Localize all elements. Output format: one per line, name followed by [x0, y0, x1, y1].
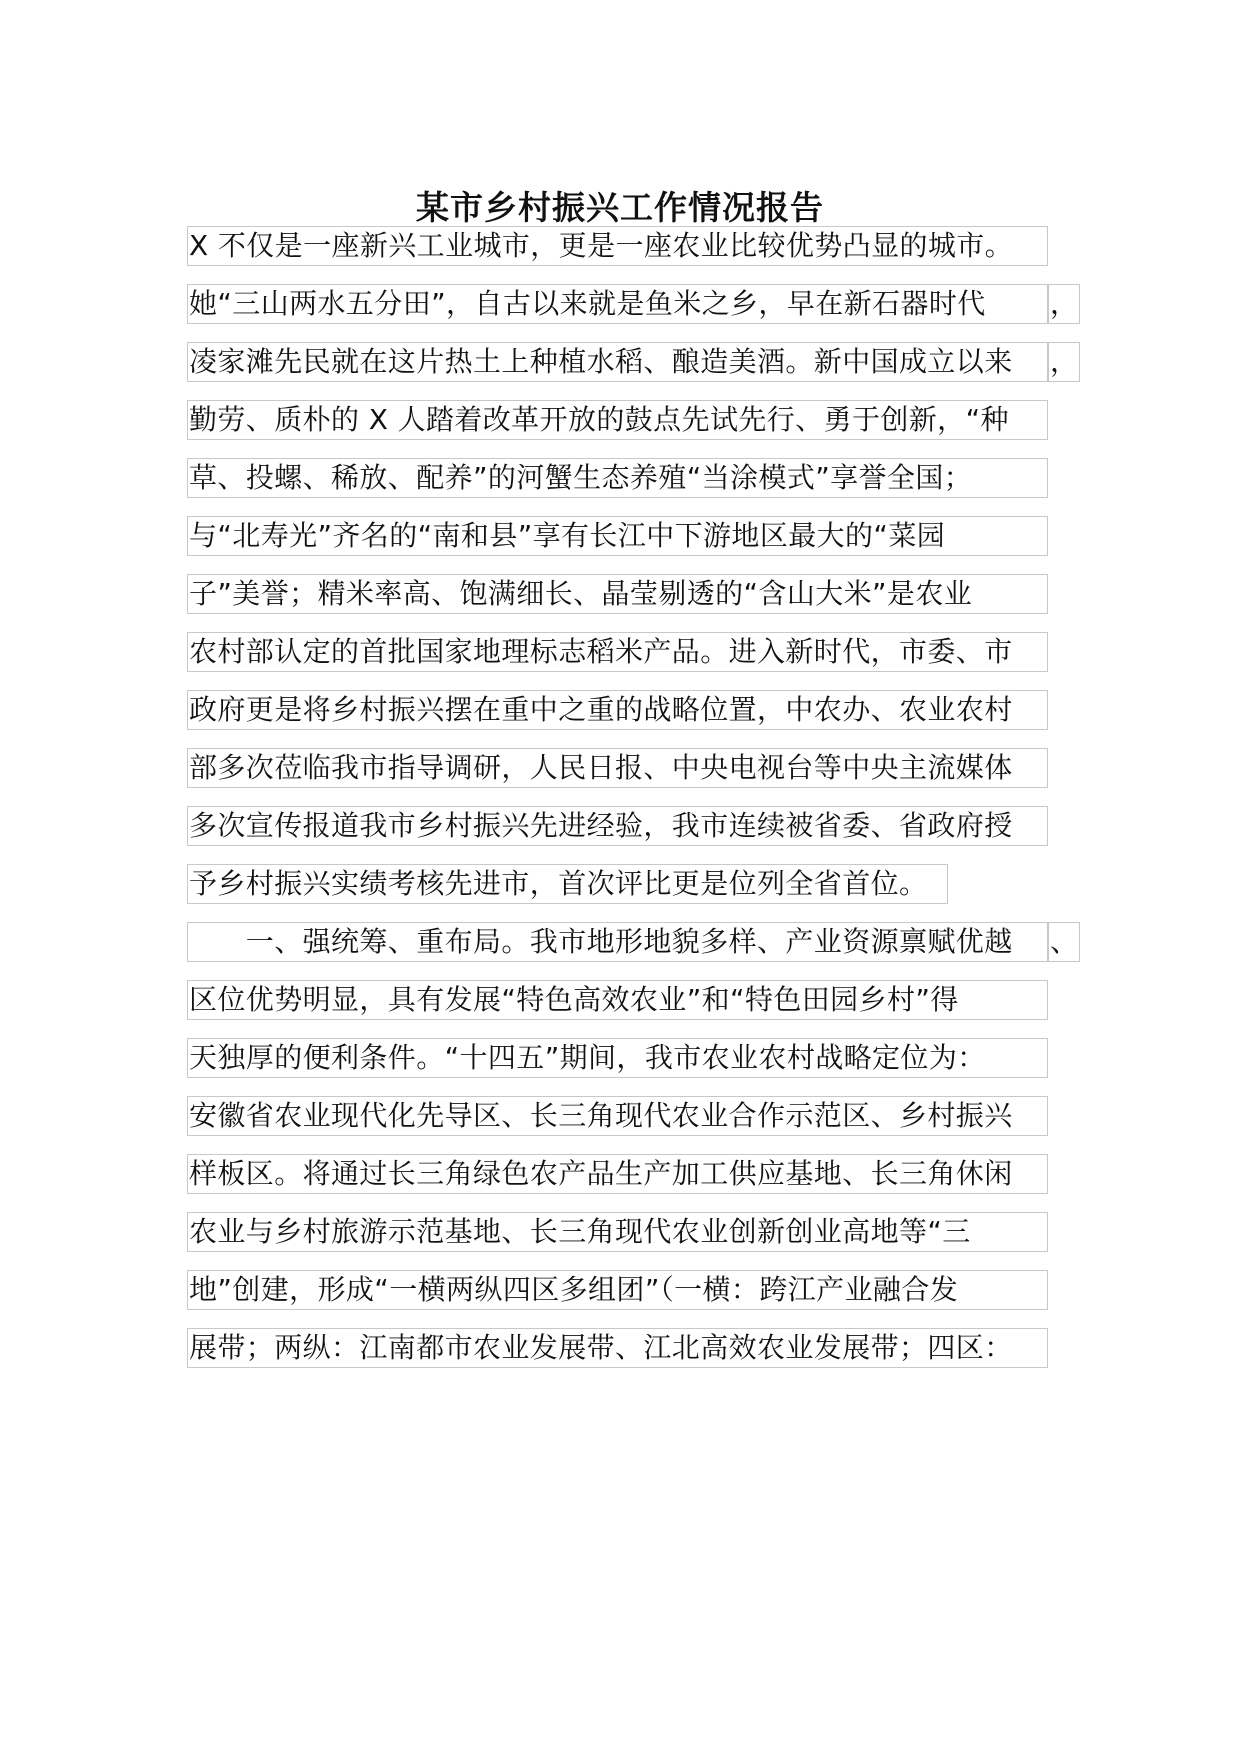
text-line: 部多次莅临我市指导调研，人民日报、中央电视台等中央主流媒体 [187, 748, 1048, 788]
text-line: 地”创建，形成“一横两纵四区多组团”（一横：跨江产业融合发 [187, 1270, 1048, 1310]
document-title: 某市乡村振兴工作情况报告 [416, 188, 824, 227]
text-line-tail: ， [1048, 342, 1080, 382]
text-line: 一、强统筹、重布局。我市地形地貌多样、产业资源禀赋优越 [187, 922, 1048, 962]
text-line: 她“三山两水五分田”，自古以来就是鱼米之乡，早在新石器时代 [187, 284, 1048, 324]
text-line-tail: 、 [1048, 922, 1080, 962]
text-line: 勤劳、质朴的 X 人踏着改革开放的鼓点先试先行、勇于创新，“种 [187, 400, 1048, 440]
text-line: 样板区。将通过长三角绿色农产品生产加工供应基地、长三角休闲 [187, 1154, 1048, 1194]
text-line: 子”美誉；精米率高、饱满细长、晶莹剔透的“含山大米”是农业 [187, 574, 1048, 614]
text-line: 予乡村振兴实绩考核先进市，首次评比更是位列全省首位。 [187, 864, 948, 904]
text-line: 政府更是将乡村振兴摆在重中之重的战略位置，中农办、农业农村 [187, 690, 1048, 730]
text-line: 展带；两纵：江南都市农业发展带、江北高效农业发展带；四区： [187, 1328, 1048, 1368]
text-line: 凌家滩先民就在这片热土上种植水稻、酿造美酒。新中国成立以来 [187, 342, 1048, 382]
text-line: 天独厚的便利条件。“十四五”期间，我市农业农村战略定位为： [187, 1038, 1048, 1078]
text-line: 与“北寿光”齐名的“南和县”享有长江中下游地区最大的“菜园 [187, 516, 1048, 556]
text-line: 区位优势明显，具有发展“特色高效农业”和“特色田园乡村”得 [187, 980, 1048, 1020]
text-line: 草、投螺、稀放、配养”的河蟹生态养殖“当涂模式”享誉全国； [187, 458, 1048, 498]
text-line: 农村部认定的首批国家地理标志稻米产品。进入新时代，市委、市 [187, 632, 1048, 672]
text-line-tail: ， [1048, 284, 1080, 324]
text-line: 农业与乡村旅游示范基地、长三角现代农业创新创业高地等“三 [187, 1212, 1048, 1252]
text-line: 安徽省农业现代化先导区、长三角现代农业合作示范区、乡村振兴 [187, 1096, 1048, 1136]
text-line: X 不仅是一座新兴工业城市，更是一座农业比较优势凸显的城市。 [187, 226, 1048, 266]
text-line: 多次宣传报道我市乡村振兴先进经验，我市连续被省委、省政府授 [187, 806, 1048, 846]
